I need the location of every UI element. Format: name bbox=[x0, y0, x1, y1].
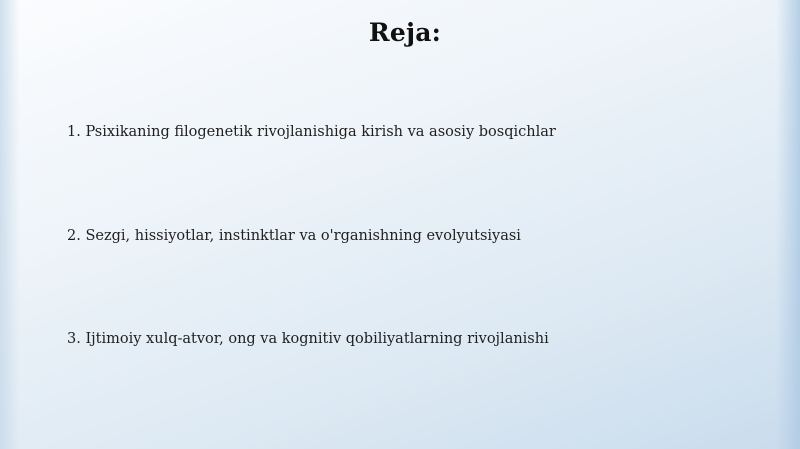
slide-left-edge-shade bbox=[0, 0, 20, 449]
plan-item-2: 2. Sezgi, hissiyotlar, instinktlar va o'rganishning evolyutsiyasi bbox=[67, 228, 521, 244]
plan-item-1: 1. Psixikaning filogenetik rivojlanishiga kirish va asosiy bosqichlar bbox=[67, 124, 556, 140]
slide-right-edge-shade bbox=[776, 0, 800, 449]
slide-title: Reja: bbox=[368, 18, 442, 47]
plan-item-3: 3. Ijtimoiy xulq-atvor, ong va kognitiv qobiliyatlarning rivojlanishi bbox=[67, 331, 549, 347]
